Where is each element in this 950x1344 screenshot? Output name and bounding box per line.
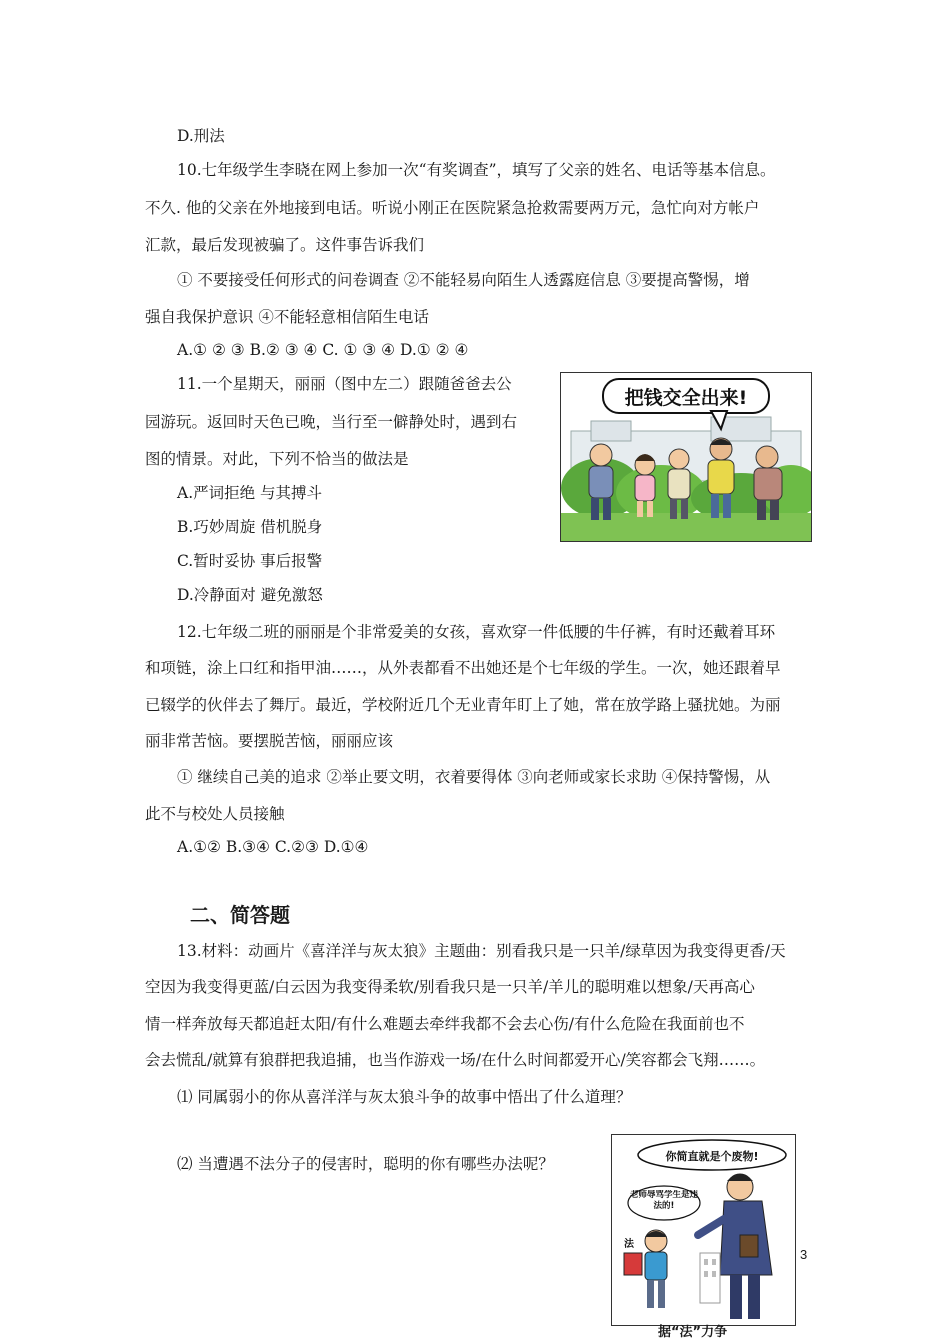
q13-figure-speech-top: 你简直就是个废物!: [665, 1150, 759, 1163]
q11-option-b: B.巧妙周旋 借机脱身: [177, 518, 323, 536]
q10-stem-line2: 不久. 他的父亲在外地接到电话。听说小刚正在医院紧急抢救需要两万元，急忙向对方帐户: [145, 199, 760, 217]
q11-stem-line2: 园游玩。返回时天色已晚，当行至一僻静处时，遇到右: [145, 413, 518, 431]
q13-cartoon-figure: [611, 1134, 796, 1326]
q10-stem-line1: 10.七年级学生李晓在网上参加一次“有奖调查”，填写了父亲的姓名、电话等基本信息。: [177, 161, 776, 179]
q11-stem-line3: 图的情景。对此，下列不恰当的做法是: [145, 450, 409, 468]
q11-option-d: D.冷静面对 避免激怒: [177, 586, 323, 604]
q12-stem-line3: 已辍学的伙伴去了舞厅。最近，学校附近几个无业青年盯上了她，常在放学路上骚扰她。为丽: [145, 696, 781, 714]
q12-stem-line1: 12.七年级二班的丽丽是个非常爱美的女孩，喜欢穿一件低腰的牛仔裤，有时还戴着耳环: [177, 623, 776, 641]
q10-stem-line3: 汇款，最后发现被骗了。这件事告诉我们: [145, 236, 425, 254]
q9-option-d: D.刑法: [177, 127, 225, 145]
q12-stem-line4: 丽非常苦恼。要摆脱苦恼，丽丽应该: [145, 732, 394, 750]
q11-option-a: A.严词拒绝 与其搏斗: [177, 484, 323, 502]
q13-sub1: ⑴ 同属弱小的你从喜洋洋与灰太狼斗争的故事中悟出了什么道理？: [177, 1088, 632, 1106]
q13-sub2: ⑵ 当遭遇不法分子的侵害时，聪明的你有哪些办法呢？: [177, 1155, 554, 1173]
q12-items-line2: 此不与校处人员接触: [145, 805, 285, 823]
q13-stem-line3: 情一样奔放每天都追赶太阳/有什么难题去牵绊我都不会去心伤/有什么危险在我面前也不: [145, 1015, 745, 1033]
q13-stem-line1: 13.材料：动画片《喜洋洋与灰太狼》主题曲：别看我只是一只羊/绿草因为我变得更香/天: [177, 942, 786, 960]
q11-figure-speech: 把钱交全出来!: [624, 387, 748, 409]
q13-figure-book-label: 法: [624, 1239, 634, 1250]
q10-options: A.① ② ③ B.② ③ ④ C. ① ③ ④ D.① ② ④: [177, 341, 469, 359]
q11-option-c: C.暂时妥协 事后报警: [177, 552, 323, 570]
q12-options: A.①② B.③④ C.②③ D.①④: [177, 838, 369, 856]
q13-figure-caption: 据“法”力争: [658, 1325, 728, 1340]
q11-cartoon-figure: [560, 372, 812, 542]
q13-stem-line4: 会去慌乱/就算有狼群把我追捕，也当作游戏一场/在什么时间都爱开心/笑容都会飞翔……。: [145, 1051, 766, 1069]
q13-stem-line2: 空因为我变得更蓝/白云因为我变得柔软/别看我只是一只羊/羊儿的聪明难以想象/天再高心: [145, 978, 755, 996]
page-number: 3: [800, 1247, 808, 1262]
q13-figure-speech-child: 老师辱骂学生是违法的!: [630, 1190, 698, 1211]
q11-stem-line1: 11.一个星期天，丽丽（图中左二）跟随爸爸去公: [177, 375, 512, 393]
q12-items-line1: ① 继续自己美的追求 ②举止要文明，衣着要得体 ③向老师或家长求助 ④保持警惕，从: [177, 768, 771, 786]
q12-stem-line2: 和项链，涂上口红和指甲油……，从外表都看不出她还是个七年级的学生。一次，她还跟着早: [145, 659, 781, 677]
q10-items-line2: 强自我保护意识 ④不能轻意相信陌生电话: [145, 308, 429, 326]
q10-items-line1: ① 不要接受任何形式的问卷调查 ②不能轻易向陌生人透露庭信息 ③要提高警惕，增: [177, 271, 750, 289]
section-heading: 二、简答题: [190, 903, 290, 927]
